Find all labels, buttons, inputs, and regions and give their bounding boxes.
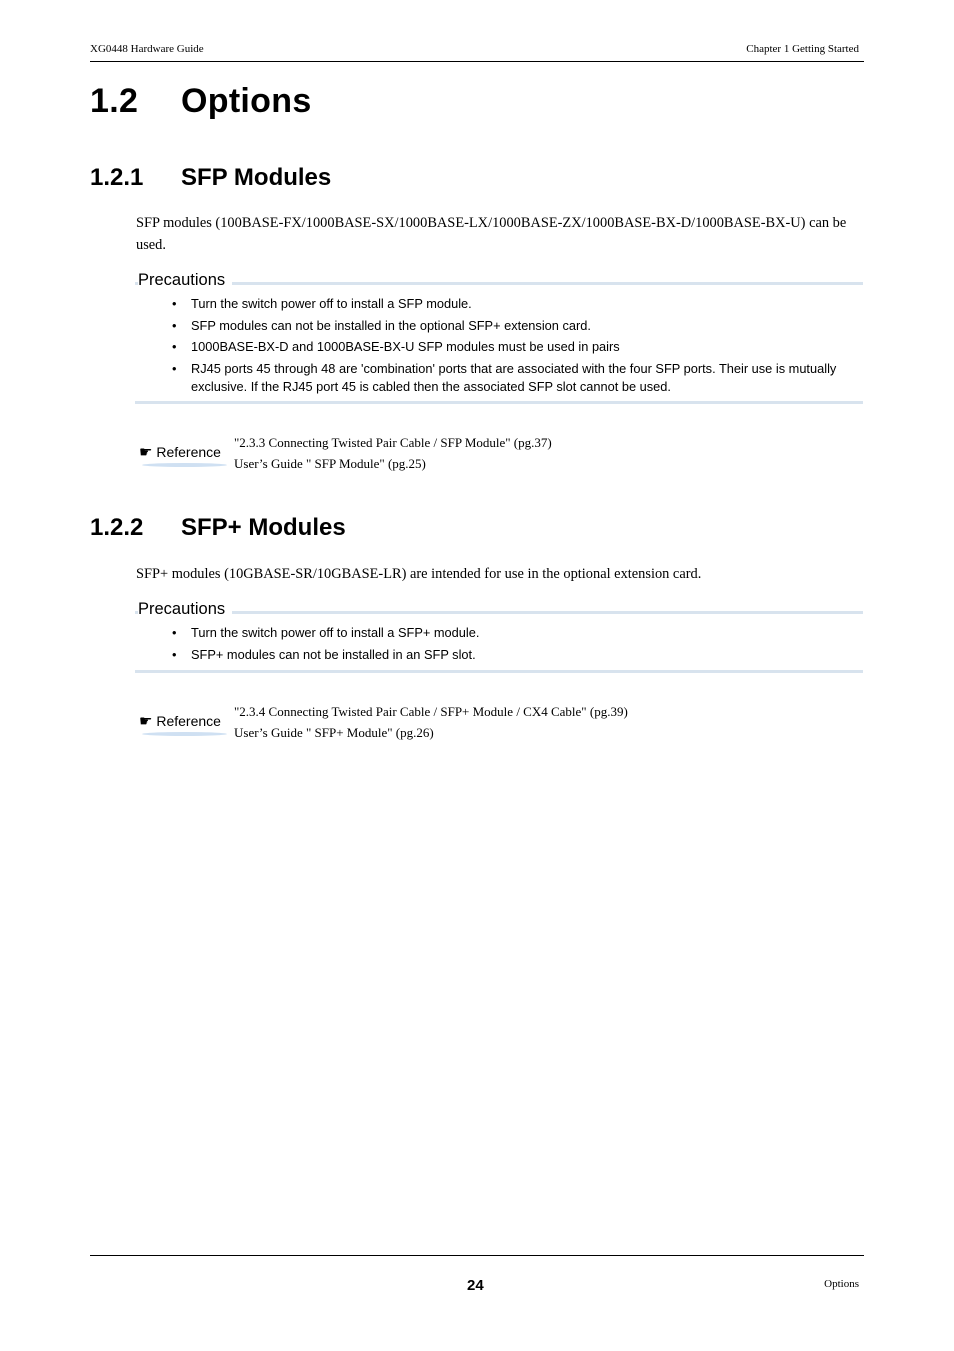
bullet-icon: • — [172, 360, 177, 376]
sfp-plus-precautions-list — [135, 624, 863, 667]
reference-tag — [139, 443, 227, 463]
reference-link[interactable]: "2.3.4 Connecting Twisted Pair Cable / SFP+ Module / CX4 Cable" (pg.39) — [234, 704, 628, 719]
sfp-precautions-list — [135, 295, 863, 399]
bullet-icon: • — [172, 317, 177, 333]
bullet-icon: • — [172, 625, 177, 640]
section-number: 1.2 — [90, 82, 139, 120]
reference-label: Reference — [156, 444, 221, 460]
pointing-hand-icon: ☛ — [139, 444, 153, 461]
reference-link[interactable]: User’s Guide " SFP Module" (pg.25) — [234, 456, 426, 471]
sfp-plus-title: SFP+ Modules — [181, 514, 346, 541]
header-doc-title: XG0448 Hardware Guide — [90, 43, 204, 55]
footer-divider — [90, 1255, 864, 1256]
list-item: • Turn the switch power off to install a SFP module. — [172, 296, 472, 311]
reference-underline — [142, 463, 227, 467]
reference-link[interactable]: "2.3.3 Connecting Twisted Pair Cable / SFP Module" (pg.37) — [234, 435, 552, 450]
precautions-divider — [135, 611, 863, 614]
section-title: Options — [181, 82, 312, 120]
footer-section-name: Options — [824, 1278, 859, 1290]
reference-underline — [142, 732, 227, 736]
sfp-plus-heading — [90, 514, 346, 542]
reference-links — [234, 701, 628, 743]
page-number: 24 — [467, 1277, 484, 1294]
sfp-number: 1.2.1 — [90, 164, 144, 191]
sfp-plus-intro: SFP+ modules (10GBASE-SR/10GBASE-LR) are intended for use in the optional extension card. — [136, 566, 702, 582]
list-item: • SFP+ modules can not be installed in an SFP slot. — [172, 646, 476, 662]
page-header — [90, 41, 864, 62]
sfp-precautions-title: Precautions — [138, 271, 232, 290]
precautions-divider — [135, 282, 863, 285]
bullet-icon: • — [172, 339, 177, 354]
sfp-intro: SFP modules (100BASE-FX/1000BASE-SX/1000BASE-LX/1000BASE-ZX/1000BASE-BX-D/1000BASE-BX-U) can be used. — [136, 215, 847, 253]
sfp-title: SFP Modules — [181, 164, 332, 191]
list-item: • RJ45 ports 45 through 48 are 'combination' ports that are associated with the four SFP ports. Their use is mutually exclusive. If the RJ45 port 45 is cabled then the associated SFP slot cannot be used. — [172, 360, 837, 394]
pointing-hand-icon: ☛ — [139, 713, 153, 730]
reference-links — [234, 432, 552, 474]
header-chapter: Chapter 1 Getting Started — [746, 43, 859, 55]
reference-link[interactable]: User’s Guide " SFP+ Module" (pg.26) — [234, 725, 434, 740]
section-heading — [90, 82, 312, 121]
sfp-plus-number: 1.2.2 — [90, 514, 144, 541]
list-item: • 1000BASE-BX-D and 1000BASE-BX-U SFP modules must be used in pairs — [172, 339, 620, 354]
list-item: • SFP modules can not be installed in the optional SFP+ extension card. — [172, 317, 591, 333]
bullet-icon: • — [172, 646, 177, 662]
reference-tag — [139, 712, 227, 732]
sfp-plus-precautions-title: Precautions — [138, 600, 232, 619]
sfp-heading — [90, 164, 331, 192]
sfp-plus-precautions — [135, 600, 863, 673]
bullet-icon: • — [172, 296, 177, 311]
list-item: • Turn the switch power off to install a SFP+ module. — [172, 625, 480, 640]
sfp-precautions — [135, 271, 863, 404]
reference-label: Reference — [156, 713, 221, 729]
